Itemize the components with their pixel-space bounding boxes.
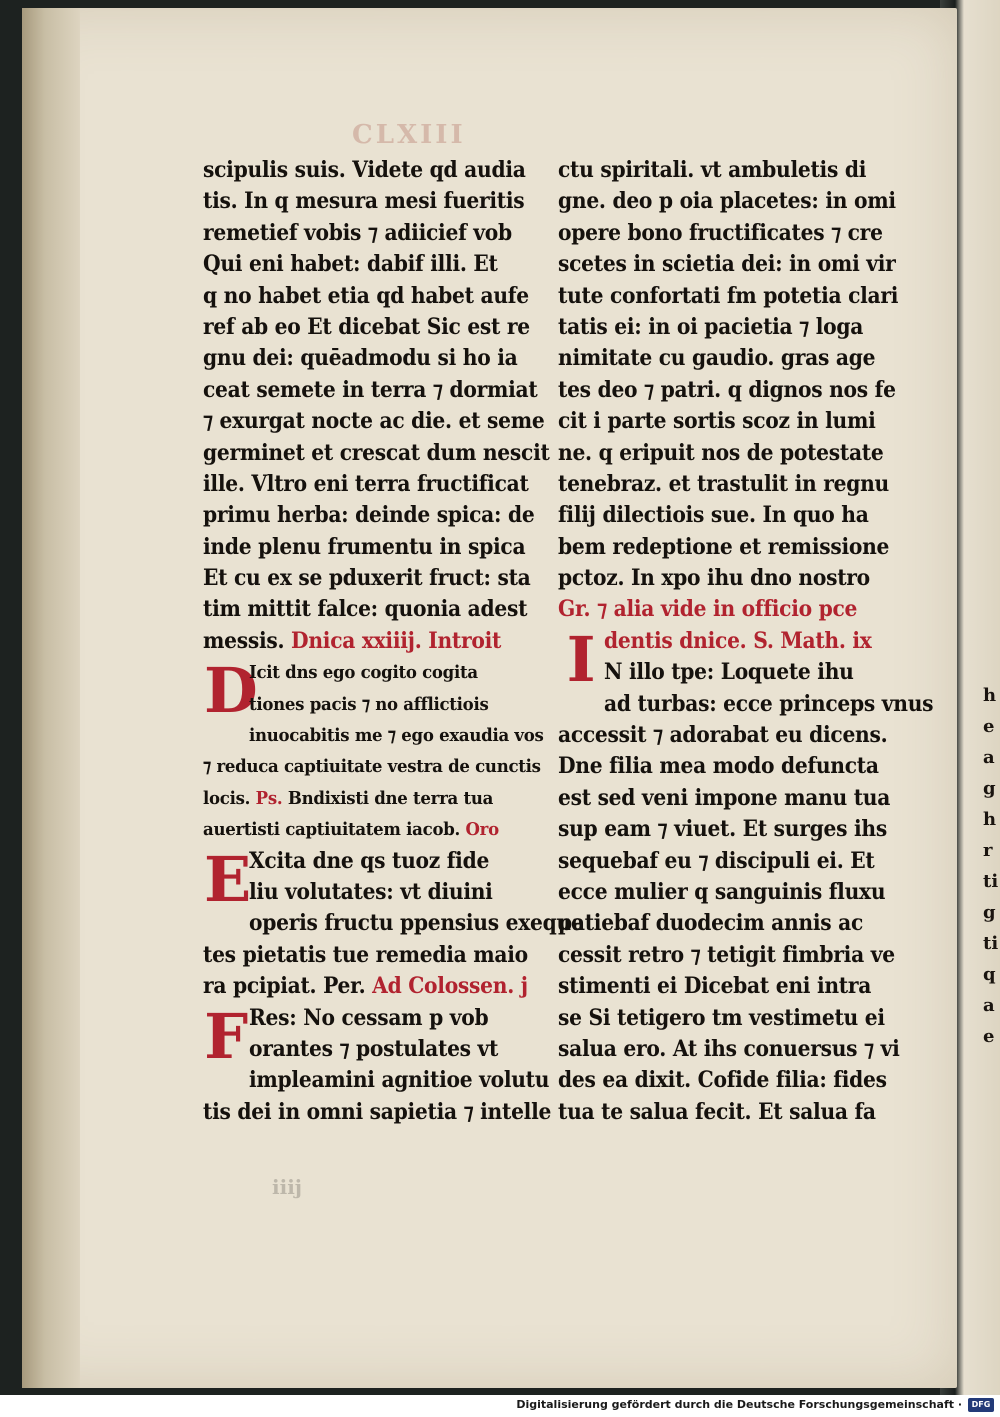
illuminated-initial-f: F (204, 999, 248, 1073)
epistle-block (203, 999, 552, 1129)
text-line: germinet et crescat dum nescit (203, 439, 550, 466)
text-line: inde plenu frumentu in spica (203, 533, 526, 560)
dfg-credit: Digitalisierung gefördert durch die Deutsche Forschungsgemeinschaft · (516, 1398, 962, 1411)
text-line: e (983, 1026, 995, 1047)
text-line: ceat semete in terra ⁊ dormiat (203, 376, 538, 403)
text-line: salua ero. At ihs conuersus ⁊ vi (558, 1035, 900, 1062)
introit-block (203, 654, 544, 845)
text-line: se Si tetigero tm vestimetu ei (558, 1004, 885, 1031)
text-column-left (203, 155, 584, 1128)
text-line: q (983, 964, 996, 985)
text-line: scipulis suis. Videte qd audia (203, 157, 526, 183)
text-line: ti (983, 871, 999, 892)
text-line: scetes in scietia dei: in omi vir (558, 251, 896, 278)
dfg-logo-icon: DFG (968, 1398, 994, 1412)
digitization-footer (0, 1395, 1000, 1417)
text-line: a (983, 995, 995, 1016)
text-column-right (558, 155, 934, 1128)
text-line: tis. In q mesura mesi fueritis (203, 188, 525, 215)
folio-ghost: CLXIII (352, 120, 466, 150)
rubric-introit: Dnica xxiiij. Introit (291, 627, 502, 654)
text-line: q no habet etia qd habet aufe (203, 282, 529, 309)
text-line: tatis ei: in oi pacietia ⁊ loga (558, 313, 864, 340)
text-line: tiones pacis ⁊ no afflictiois (249, 693, 489, 715)
rubric-oratio: Oro (465, 819, 499, 841)
text-line: ctu spiritali. vt ambuletis di (558, 157, 867, 183)
text-line: g (983, 778, 996, 799)
text-line: ne. q eripuit nos de potestate (558, 439, 884, 466)
text-line: liu volutates: vt diuini (249, 878, 493, 905)
text-line: est sed veni impone manu tua (558, 784, 891, 811)
text-line: messis. Dnica xxiiij. Introit (203, 627, 502, 654)
text-line: e (983, 716, 995, 737)
illuminated-initial-i: I (566, 622, 596, 696)
text-line: N illo tpe: Loquete ihu (604, 659, 854, 686)
text-line: gne. deo p oia placetes: in omi (558, 188, 896, 215)
text-line: Icit dns ego cogito cogita (249, 662, 478, 684)
text-line: pctoz. In xpo ihu dno nostro (558, 565, 870, 592)
text-line: tenebraz. et trastulit in regnu (558, 470, 889, 497)
text-line: g (983, 902, 996, 923)
rubric-psalm: Ps. (255, 787, 283, 809)
text-line: tute confortati fm potetia clari (558, 282, 899, 309)
illuminated-initial-d: D (204, 654, 258, 728)
text-line: Xcita dne qs tuoz fide (249, 847, 490, 874)
text-line: des ea dixit. Cofide filia: fides (558, 1067, 887, 1094)
text-line: cit i parte sortis scoz in lumi (558, 408, 876, 435)
text-line: remetief vobis ⁊ adiicief vob (203, 219, 512, 246)
left-body-text (203, 155, 550, 626)
text-line: Qui eni habet: dabif illi. Et (203, 251, 498, 278)
text-line: patiebaf duodecim annis ac (558, 910, 864, 937)
text-line: tes pietatis tue remedia maio (203, 941, 528, 968)
rubric-colossians: Ad Colossen. j (372, 973, 528, 1000)
text-line: Et cu ex se pduxerit fruct: sta (203, 565, 531, 592)
rubric-gradual: Gr. ⁊ alia vide in officio pce (558, 596, 858, 623)
page-edge-shadow (22, 8, 80, 1388)
gospel-block (558, 622, 934, 1128)
text-line: auertisti captiuitatem iacob. Oro (203, 819, 499, 841)
text-line: ecce mulier q sanguinis fluxu (558, 878, 886, 905)
text-line: nimitate cu gaudio. gras age (558, 345, 876, 372)
text-line: r (983, 840, 993, 861)
text-line: primu herba: deinde spica: de (203, 502, 535, 529)
text-line: ⁊ reduca captiuitate vestra de cunctis (203, 756, 541, 778)
text-line: ad turbas: ecce princeps vnus (604, 690, 934, 717)
text-line: h (983, 809, 997, 830)
text-line: ref ab eo Et dicebat Sic est re (203, 313, 530, 340)
right-body-text (558, 155, 899, 594)
text-line: sequebaf eu ⁊ discipuli ei. Et (558, 847, 875, 874)
text-line: ille. Vltro eni terra fructificat (203, 470, 529, 497)
illuminated-initial-e: E (204, 842, 251, 916)
text-line: locis. Ps. Bndixisti dne terra tua (203, 787, 494, 809)
text-line: a (983, 747, 995, 768)
text-line: tes deo ⁊ patri. q dignos nos fe (558, 376, 896, 403)
text-line: Dne filia mea modo defuncta (558, 753, 879, 780)
text-line: operis fructu ppensius exeque (249, 910, 584, 937)
text-line: cessit retro ⁊ tetigit fimbria ve (558, 941, 895, 968)
collect-block (203, 842, 584, 1003)
text-line: accessit ⁊ adorabat eu dicens. (558, 722, 888, 749)
text-line: impleamini agnitioe volutu (249, 1067, 550, 1094)
text-line: h (983, 685, 997, 706)
signature-ghost: iiij (272, 1175, 303, 1199)
text-line: opere bono fructificates ⁊ cre (558, 219, 883, 246)
text-line: ra pcipiat. Per. Ad Colossen. j (203, 973, 528, 1000)
text-line: tua te salua fecit. Et salua fa (558, 1098, 876, 1125)
text-line: ti (983, 933, 999, 954)
text-line: filij dilectiois sue. In quo ha (558, 502, 869, 529)
text-line: sup eam ⁊ viuet. Et surges ihs (558, 816, 887, 843)
text-line: bem redeptione et remissione (558, 533, 890, 560)
text-line: gnu dei: quēadmodu si ho ia (203, 345, 518, 372)
text-line: tim mittit falce: quonia adest (203, 596, 528, 623)
text-line: ⁊ exurgat nocte ac die. et seme (203, 408, 545, 435)
neighbor-page-fragment (983, 680, 1000, 1180)
rubric-gospel-heading: dentis dnice. S. Math. ix (604, 627, 872, 654)
text-line: stimenti ei Dicebat eni intra (558, 973, 872, 1000)
text-line: Res: No cessam p vob (249, 1004, 489, 1031)
text-line: orantes ⁊ postulates vt (249, 1035, 499, 1062)
text-line: tis dei in omni sapietia ⁊ intelle (203, 1098, 552, 1125)
text-line: inuocabitis me ⁊ ego exaudia vos (249, 725, 544, 747)
